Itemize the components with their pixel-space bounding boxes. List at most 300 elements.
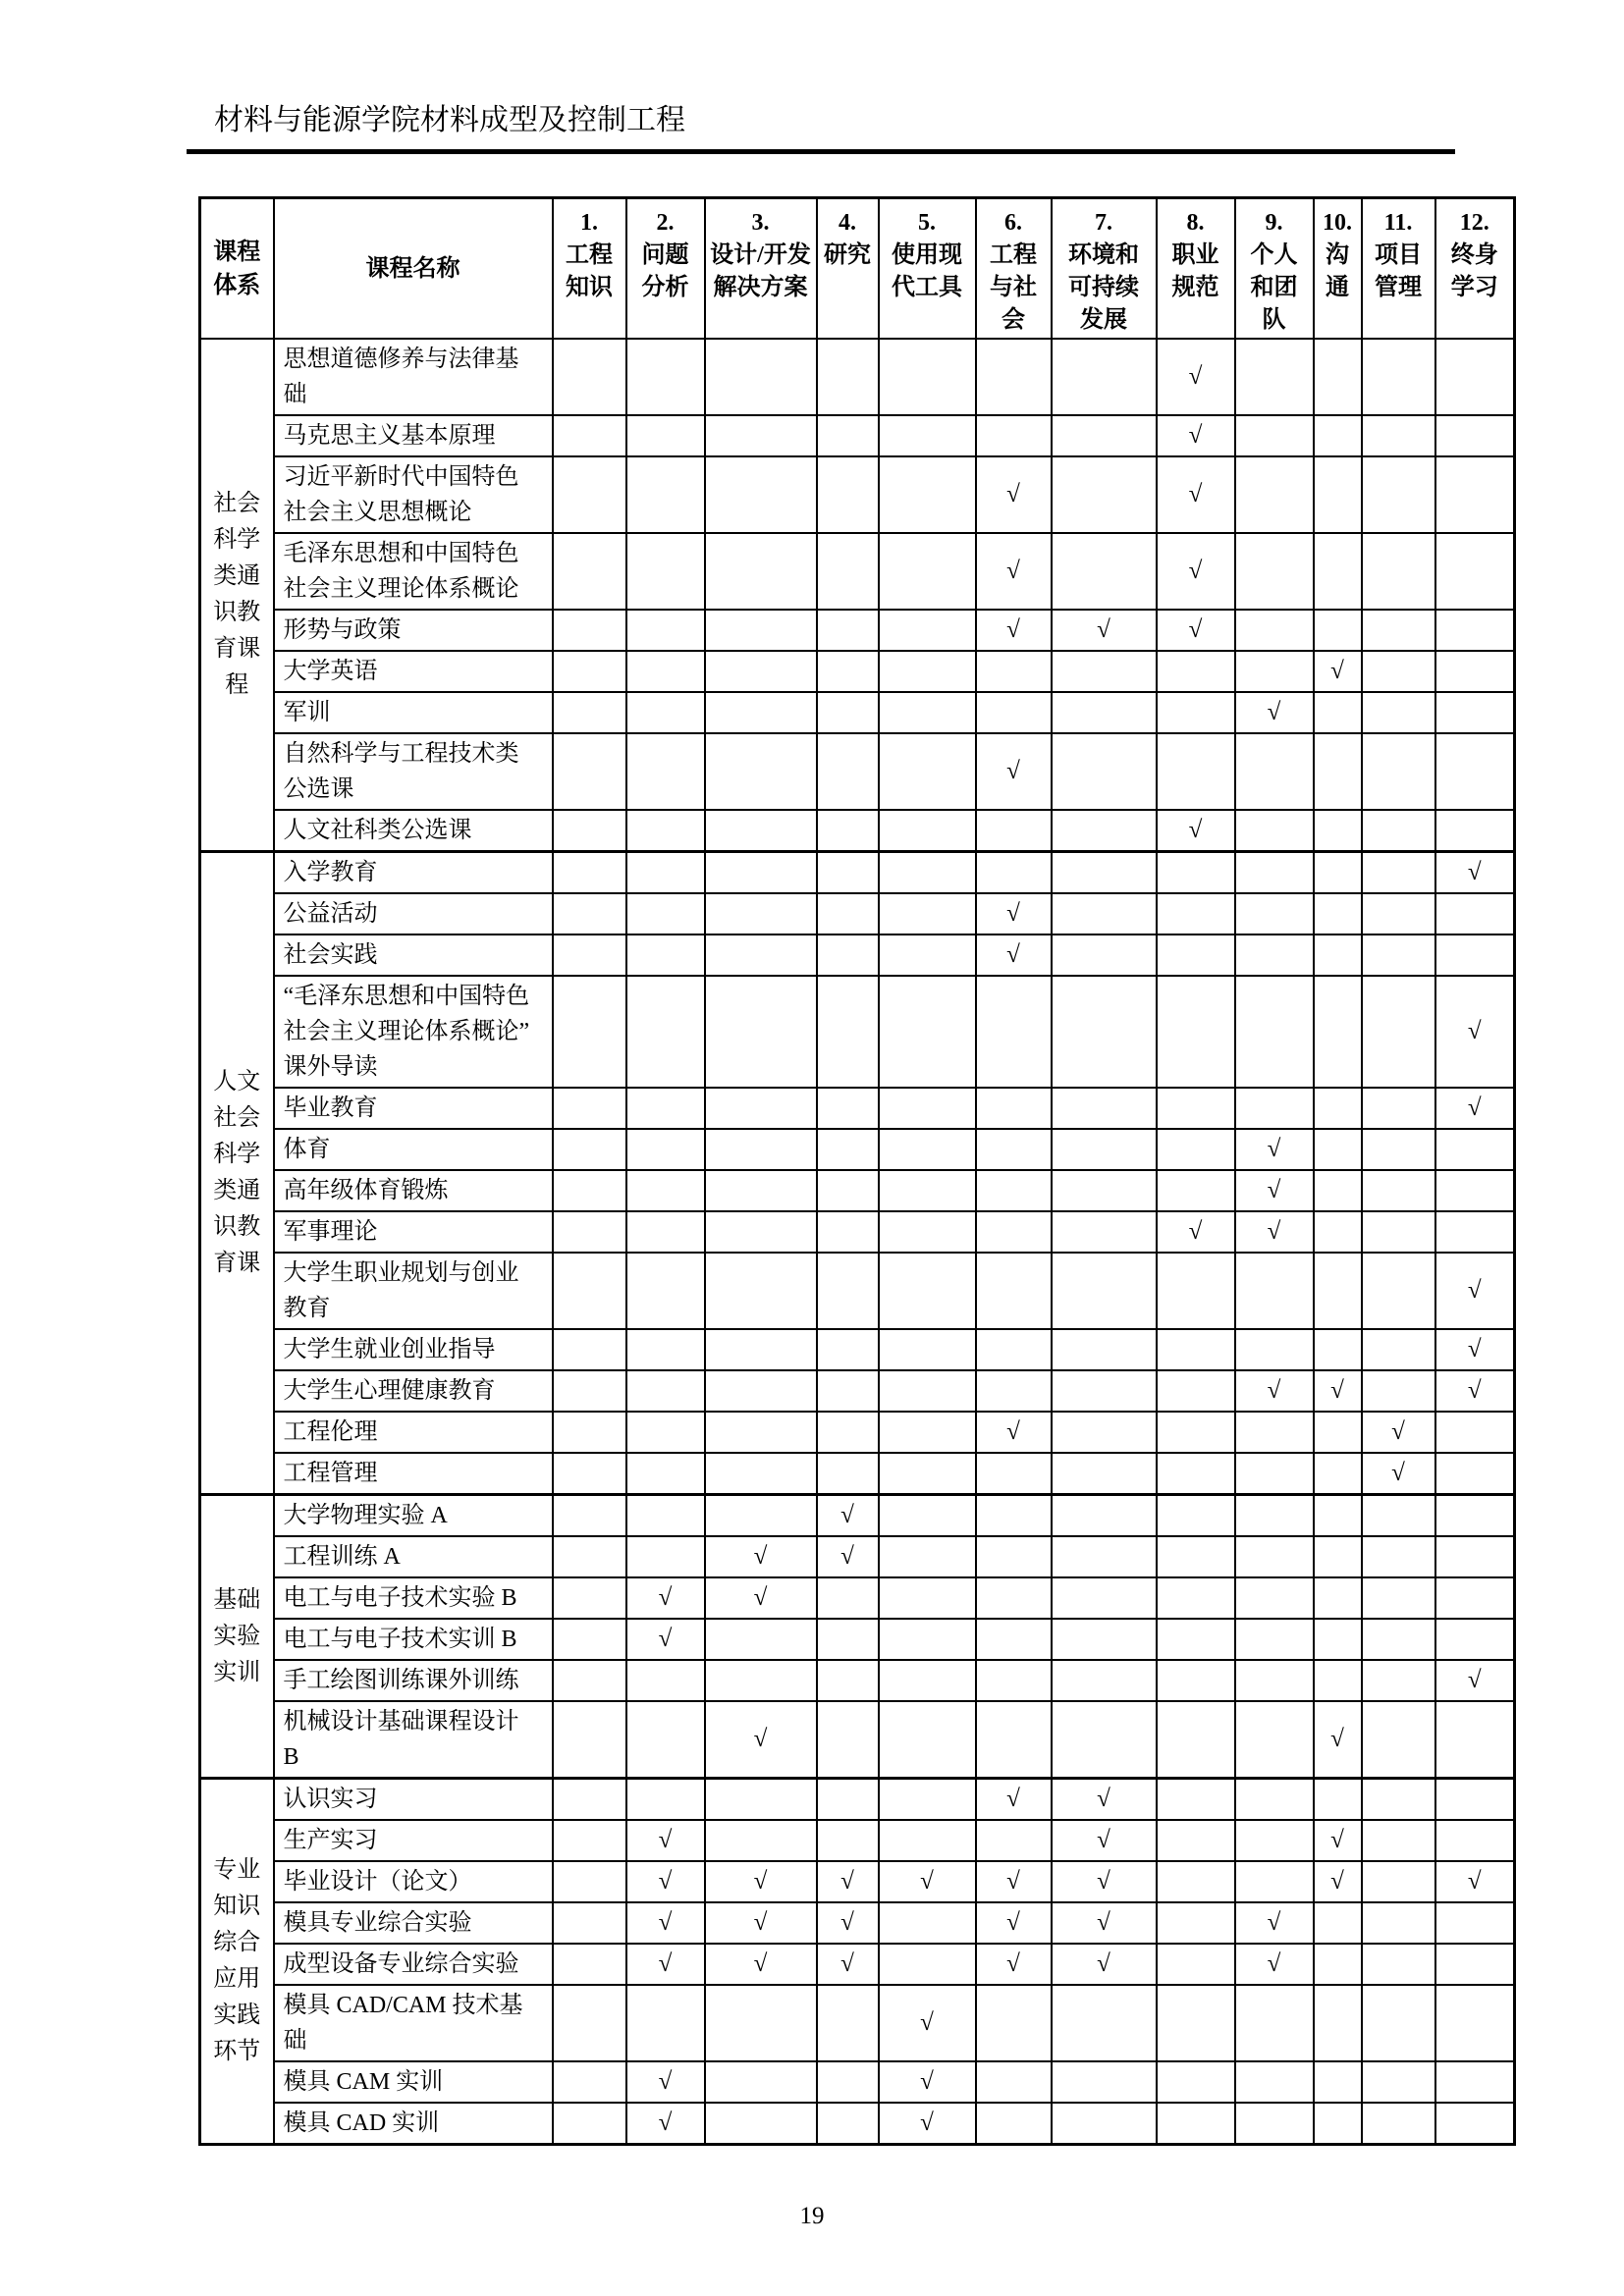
empty-cell [553,1329,626,1370]
course-name: “毛泽东思想和中国特色 社会主义理论体系概论” 课外导读 [274,976,553,1088]
empty-cell [1314,1253,1362,1329]
empty-cell [1435,2061,1515,2103]
empty-cell [705,415,817,456]
empty-cell [976,692,1052,733]
empty-cell [626,651,705,692]
empty-cell [976,1577,1052,1619]
empty-cell [1314,1902,1362,1944]
empty-cell [1235,934,1314,976]
empty-cell [976,1536,1052,1577]
check-mark: √ [1235,1944,1314,1985]
empty-cell [1235,651,1314,692]
course-name: 自然科学与工程技术类 公选课 [274,733,553,810]
empty-cell [1362,651,1435,692]
course-row [200,1660,1515,1701]
empty-cell [705,1253,817,1329]
col-header-outcome-8 [1157,198,1235,340]
course-row [200,852,1515,894]
check-mark: √ [817,1902,879,1944]
course-row [200,1495,1515,1537]
empty-cell [553,1536,626,1577]
course-name: 毕业教育 [274,1088,553,1129]
empty-cell [1314,1495,1362,1537]
col-header-outcome-3 [705,198,817,340]
empty-cell [1235,533,1314,610]
empty-cell [1157,1370,1235,1412]
empty-cell [817,1412,879,1453]
check-mark: √ [1362,1412,1435,1453]
empty-cell [1052,1412,1157,1453]
course-name: 电工与电子技术实验 B [274,1577,553,1619]
empty-cell [817,2103,879,2145]
empty-cell [976,1619,1052,1660]
empty-cell [1052,1536,1157,1577]
col-header-outcome-2 [626,198,705,340]
check-mark: √ [626,1861,705,1902]
outcome-number: 3. [751,210,770,236]
empty-cell [553,810,626,852]
empty-cell [1052,852,1157,894]
outcome-label: 问题 分析 [641,242,689,300]
empty-cell [1157,893,1235,934]
col-header-outcome-11 [1362,198,1435,340]
check-mark: √ [1157,810,1235,852]
empty-cell [1235,415,1314,456]
empty-cell [817,533,879,610]
check-mark: √ [1235,1211,1314,1253]
empty-cell [553,1820,626,1861]
check-mark: √ [976,733,1052,810]
check-mark: √ [1235,1170,1314,1211]
empty-cell [705,2103,817,2145]
empty-cell [879,456,976,533]
check-mark: √ [1314,651,1362,692]
empty-cell [879,339,976,415]
empty-cell [1435,1902,1515,1944]
empty-cell [705,852,817,894]
check-mark: √ [976,456,1052,533]
course-name: 习近平新时代中国特色 社会主义思想概论 [274,456,553,533]
empty-cell [817,1211,879,1253]
empty-cell [1362,2103,1435,2145]
empty-cell [626,852,705,894]
empty-cell [553,1985,626,2061]
empty-cell [1314,893,1362,934]
check-mark: √ [1235,1370,1314,1412]
empty-cell [976,1820,1052,1861]
col-header-outcome-10 [1314,198,1362,340]
empty-cell [1362,610,1435,651]
empty-cell [1362,2061,1435,2103]
empty-cell [879,692,976,733]
empty-cell [705,339,817,415]
empty-cell [705,1170,817,1211]
empty-cell [1314,1779,1362,1821]
empty-cell [626,1088,705,1129]
check-mark: √ [1435,1370,1515,1412]
empty-cell [1435,893,1515,934]
check-mark: √ [976,934,1052,976]
empty-cell [817,1779,879,1821]
empty-cell [1157,1412,1235,1453]
outcome-number: 9. [1265,210,1283,236]
empty-cell [879,1211,976,1253]
empty-cell [1362,533,1435,610]
course-row [200,1985,1515,2061]
course-name: 大学物理实验 A [274,1495,553,1537]
course-row [200,415,1515,456]
check-mark: √ [1362,1453,1435,1495]
empty-cell [1314,1619,1362,1660]
empty-cell [1157,1660,1235,1701]
empty-cell [1314,1536,1362,1577]
empty-cell [705,1088,817,1129]
course-row [200,1329,1515,1370]
course-name: 生产实习 [274,1820,553,1861]
course-row [200,1129,1515,1170]
check-mark: √ [705,1701,817,1779]
empty-cell [1235,893,1314,934]
empty-cell [626,733,705,810]
check-mark: √ [1314,1370,1362,1412]
course-row [200,692,1515,733]
empty-cell [626,934,705,976]
check-mark: √ [976,610,1052,651]
outcome-label: 终身 学习 [1450,242,1498,300]
course-row [200,651,1515,692]
empty-cell [1435,733,1515,810]
empty-cell [705,1329,817,1370]
check-mark: √ [626,1619,705,1660]
empty-cell [705,651,817,692]
empty-cell [1052,1577,1157,1619]
course-name: 模具 CAM 实训 [274,2061,553,2103]
empty-cell [626,1779,705,1821]
empty-cell [626,1453,705,1495]
check-mark: √ [626,2061,705,2103]
empty-cell [553,415,626,456]
course-name: 机械设计基础课程设计 B [274,1701,553,1779]
empty-cell [879,1536,976,1577]
course-row [200,1253,1515,1329]
outcome-label: 工程 知识 [566,242,613,300]
check-mark: √ [1314,1820,1362,1861]
empty-cell [1314,533,1362,610]
empty-cell [1235,610,1314,651]
course-row [200,1536,1515,1577]
empty-cell [879,1660,976,1701]
empty-cell [817,1577,879,1619]
outcome-label: 工程 与社 会 [990,242,1037,333]
empty-cell [1362,415,1435,456]
empty-cell [1362,1536,1435,1577]
empty-cell [1435,1453,1515,1495]
empty-cell [1052,456,1157,533]
empty-cell [553,1453,626,1495]
empty-cell [976,810,1052,852]
empty-cell [1435,1211,1515,1253]
col-header-outcome-9 [1235,198,1314,340]
empty-cell [553,1577,626,1619]
course-row [200,1779,1515,1821]
empty-cell [1435,810,1515,852]
empty-cell [705,1820,817,1861]
empty-cell [1052,2061,1157,2103]
empty-cell [705,1619,817,1660]
empty-cell [1314,2103,1362,2145]
empty-cell [1314,1660,1362,1701]
empty-cell [1235,1985,1314,2061]
empty-cell [817,810,879,852]
empty-cell [1314,1412,1362,1453]
check-mark: √ [879,1861,976,1902]
empty-cell [626,1495,705,1537]
empty-cell [1157,1453,1235,1495]
empty-cell [705,1660,817,1701]
empty-cell [1157,976,1235,1088]
course-name: 思想道德修养与法律基 础 [274,339,553,415]
course-name: 工程伦理 [274,1412,553,1453]
empty-cell [553,852,626,894]
empty-cell [1157,1495,1235,1537]
empty-cell [1435,1619,1515,1660]
empty-cell [1435,1779,1515,1821]
empty-cell [976,1088,1052,1129]
empty-cell [1052,692,1157,733]
empty-cell [626,1253,705,1329]
course-name: 大学生职业规划与创业 教育 [274,1253,553,1329]
empty-cell [1314,339,1362,415]
empty-cell [626,1170,705,1211]
empty-cell [626,1412,705,1453]
empty-cell [1052,934,1157,976]
empty-cell [705,610,817,651]
empty-cell [1314,1329,1362,1370]
outcome-label: 沟 通 [1326,242,1349,300]
empty-cell [976,1660,1052,1701]
empty-cell [879,533,976,610]
col-header-outcome-12 [1435,198,1515,340]
course-name: 公益活动 [274,893,553,934]
empty-cell [1052,339,1157,415]
empty-cell [626,1536,705,1577]
empty-cell [1362,1944,1435,1985]
col-header-outcome-6 [976,198,1052,340]
empty-cell [1157,1861,1235,1902]
course-row [200,2061,1515,2103]
empty-cell [1235,1820,1314,1861]
empty-cell [1052,1701,1157,1779]
empty-cell [1314,1985,1362,2061]
empty-cell [817,2061,879,2103]
course-group-label: 人文 社会 科学 类通 识教 育课 [200,852,274,1495]
empty-cell [553,1779,626,1821]
empty-cell [976,976,1052,1088]
empty-cell [817,651,879,692]
empty-cell [976,1701,1052,1779]
empty-cell [1157,1779,1235,1821]
check-mark: √ [1052,1820,1157,1861]
course-group-label: 社会 科学 类通 识教 育课 程 [200,339,274,852]
empty-cell [626,1211,705,1253]
empty-cell [1052,1170,1157,1211]
empty-cell [1157,651,1235,692]
header-row [200,198,1515,340]
check-mark: √ [1314,1861,1362,1902]
course-name: 模具 CAD/CAM 技术基 础 [274,1985,553,2061]
empty-cell [879,733,976,810]
empty-cell [1052,415,1157,456]
empty-cell [817,692,879,733]
empty-cell [817,456,879,533]
empty-cell [1314,976,1362,1088]
empty-cell [553,1701,626,1779]
check-mark: √ [626,1944,705,1985]
empty-cell [1235,1619,1314,1660]
course-row [200,1453,1515,1495]
empty-cell [1314,934,1362,976]
empty-cell [1362,852,1435,894]
empty-cell [1157,692,1235,733]
check-mark: √ [626,2103,705,2145]
course-name: 入学教育 [274,852,553,894]
empty-cell [879,1329,976,1370]
empty-cell [1314,1944,1362,1985]
empty-cell [553,1211,626,1253]
empty-cell [626,1985,705,2061]
outcome-number: 10. [1323,210,1352,236]
empty-cell [1435,339,1515,415]
empty-cell [626,1701,705,1779]
empty-cell [705,456,817,533]
empty-cell [1435,1701,1515,1779]
check-mark: √ [1052,1861,1157,1902]
check-mark: √ [1157,1211,1235,1253]
check-mark: √ [1314,1701,1362,1779]
empty-cell [879,1902,976,1944]
course-name: 工程管理 [274,1453,553,1495]
empty-cell [1314,692,1362,733]
check-mark: √ [1157,610,1235,651]
empty-cell [1362,733,1435,810]
course-row [200,1902,1515,1944]
course-name: 马克思主义基本原理 [274,415,553,456]
course-name: 工程训练 A [274,1536,553,1577]
col-header-course-name [274,198,553,340]
empty-cell [817,339,879,415]
outcome-label: 项目 管理 [1375,242,1422,300]
empty-cell [705,976,817,1088]
empty-cell [1314,610,1362,651]
empty-cell [553,1902,626,1944]
empty-cell [1314,733,1362,810]
empty-cell [553,1861,626,1902]
check-mark: √ [1235,1902,1314,1944]
empty-cell [1235,1453,1314,1495]
outcome-number: 4. [839,210,856,236]
empty-cell [1362,810,1435,852]
check-mark: √ [705,1861,817,1902]
empty-cell [705,1412,817,1453]
empty-cell [1235,976,1314,1088]
empty-cell [705,733,817,810]
empty-cell [1235,1577,1314,1619]
empty-cell [705,934,817,976]
empty-cell [1362,1253,1435,1329]
empty-cell [976,1211,1052,1253]
empty-cell [1435,533,1515,610]
empty-cell [817,1453,879,1495]
course-name: 模具 CAD 实训 [274,2103,553,2145]
empty-cell [1435,2103,1515,2145]
empty-cell [553,692,626,733]
empty-cell [1052,1453,1157,1495]
empty-cell [553,1370,626,1412]
course-row [200,1370,1515,1412]
empty-cell [1314,456,1362,533]
check-mark: √ [626,1902,705,1944]
empty-cell [1435,651,1515,692]
empty-cell [879,1129,976,1170]
course-name: 大学生心理健康教育 [274,1370,553,1412]
empty-cell [1314,1170,1362,1211]
course-row [200,733,1515,810]
empty-cell [1435,415,1515,456]
course-row [200,893,1515,934]
empty-cell [553,533,626,610]
empty-cell [879,1944,976,1985]
empty-cell [1157,1701,1235,1779]
empty-cell [1435,1129,1515,1170]
outcome-label: 研究 [824,242,871,268]
empty-cell [553,1412,626,1453]
empty-cell [705,533,817,610]
empty-cell [626,415,705,456]
check-mark: √ [1235,1129,1314,1170]
check-mark: √ [705,1902,817,1944]
course-name: 大学英语 [274,651,553,692]
empty-cell [1362,1820,1435,1861]
empty-cell [1314,1088,1362,1129]
empty-cell [1157,1170,1235,1211]
empty-cell [879,1577,976,1619]
empty-cell [1314,1129,1362,1170]
empty-cell [1235,1495,1314,1537]
course-name: 军事理论 [274,1211,553,1253]
empty-cell [1362,1660,1435,1701]
check-mark: √ [626,1577,705,1619]
course-name: 高年级体育锻炼 [274,1170,553,1211]
empty-cell [705,1453,817,1495]
empty-cell [976,651,1052,692]
empty-cell [1362,1211,1435,1253]
empty-cell [1435,1577,1515,1619]
empty-cell [1235,339,1314,415]
empty-cell [705,1779,817,1821]
empty-cell [553,456,626,533]
check-mark: √ [1435,1253,1515,1329]
check-mark: √ [1157,533,1235,610]
empty-cell [1052,976,1157,1088]
check-mark: √ [1052,1902,1157,1944]
empty-cell [1235,2103,1314,2145]
course-name: 成型设备专业综合实验 [274,1944,553,1985]
empty-cell [1362,1329,1435,1370]
empty-cell [817,1985,879,2061]
course-row [200,1944,1515,1985]
empty-cell [1052,1329,1157,1370]
col-header-outcome-1 [553,198,626,340]
